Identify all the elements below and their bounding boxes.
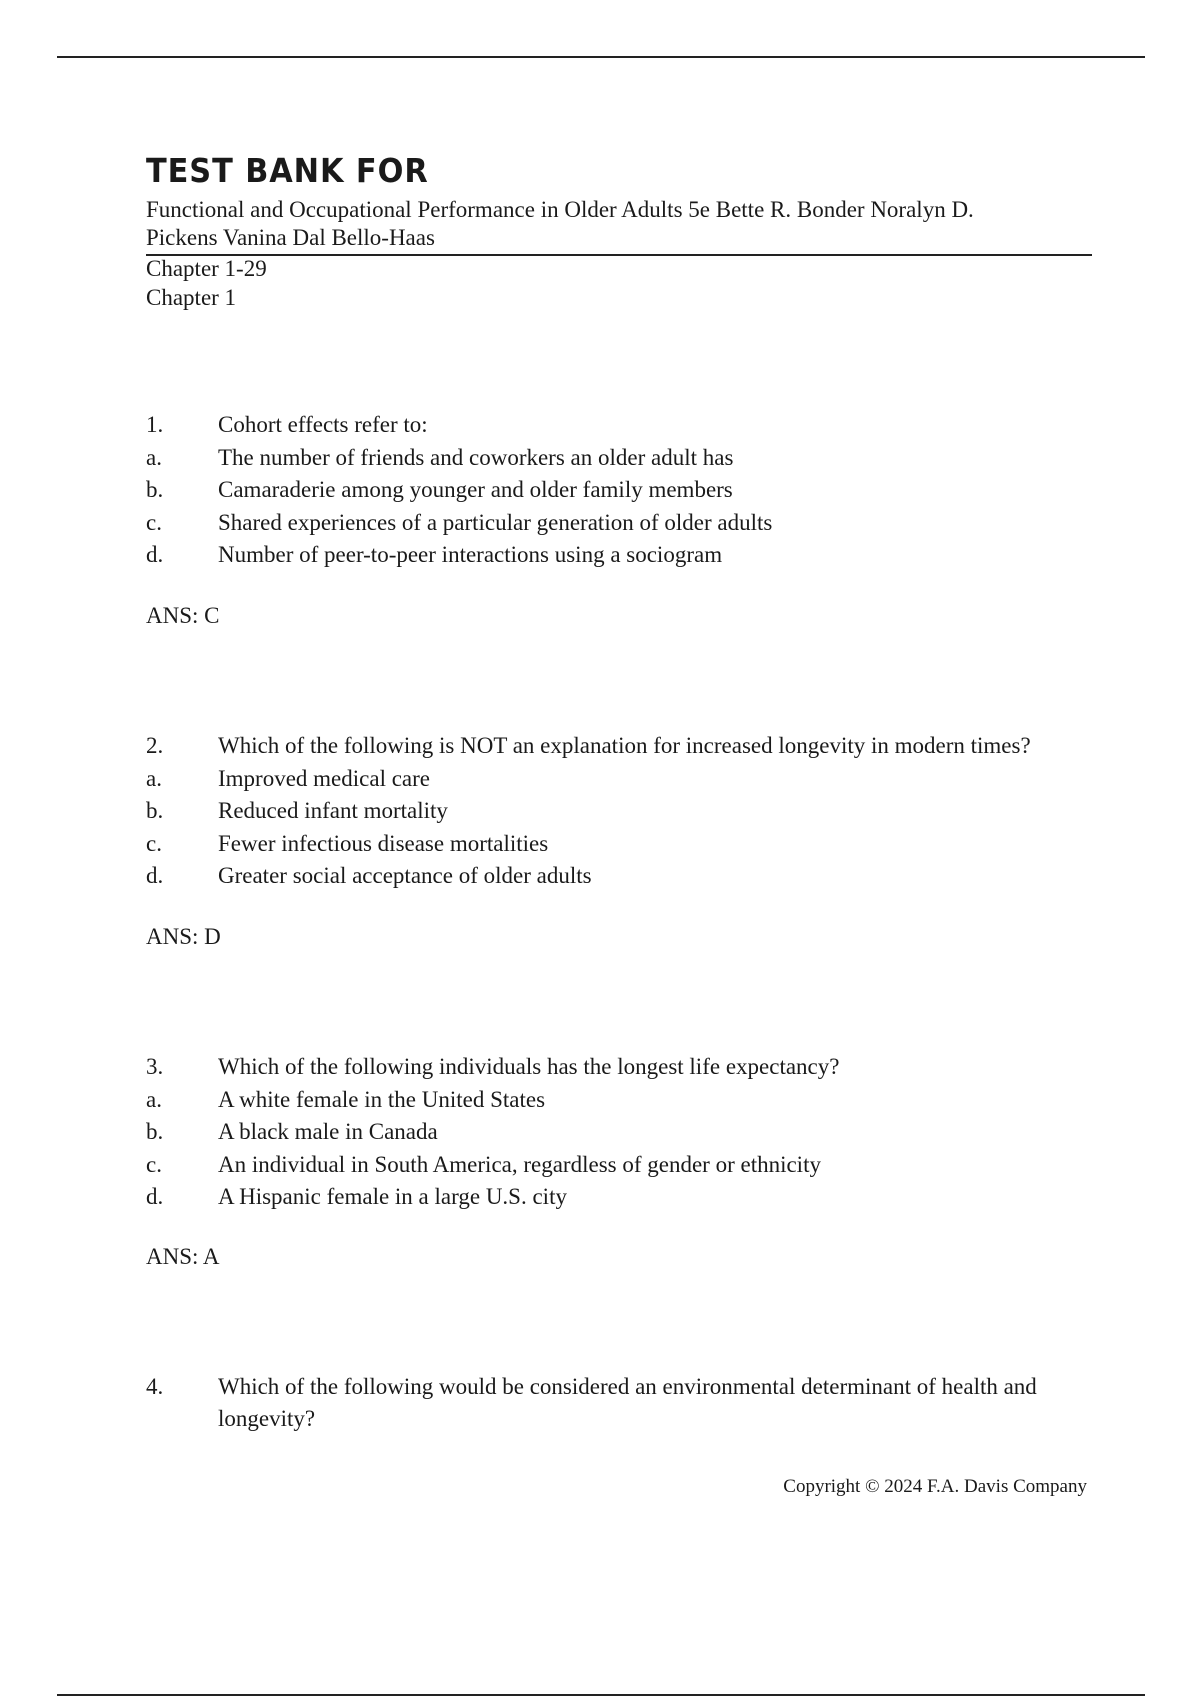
chapter-range: Chapter 1-29 <box>146 256 267 281</box>
option-letter: c. <box>146 830 162 856</box>
question-3 <box>146 1051 1096 1214</box>
option-letter: b. <box>146 477 164 502</box>
option-b <box>146 1116 1096 1149</box>
option-text: Reduced infant mortality <box>218 798 448 823</box>
option-letter: b. <box>146 1119 164 1144</box>
question-stem <box>146 1051 1096 1084</box>
option-letter: a. <box>146 765 162 791</box>
option-a <box>146 763 1096 796</box>
document-subtitle: Functional and Occupational Performance in Older Adults 5e Bette R. Bonder Noralyn D. Pickens Vanina Dal Bello-Haas <box>146 197 974 250</box>
option-text: The number of friends and coworkers an older adult has <box>218 444 734 470</box>
page-bottom-rule <box>57 1694 1145 1696</box>
question-number: 3. <box>146 1054 164 1079</box>
question-1 <box>146 409 1096 572</box>
option-letter: c. <box>146 1151 162 1177</box>
question-stem <box>146 409 1096 442</box>
option-letter: d. <box>146 542 164 567</box>
chapter-heading: Chapter 1 <box>146 285 237 310</box>
option-d <box>146 860 1096 893</box>
option-text: Fewer infectious disease mortalities <box>218 830 549 856</box>
answer-2: ANS: D <box>146 924 221 949</box>
question-stem <box>146 1371 1096 1435</box>
option-text: A white female in the United States <box>218 1086 546 1112</box>
question-text: Which of the following would be considered an environmental determinant of health and longevity? <box>218 1374 1037 1431</box>
option-text: Number of peer-to-peer interactions using a sociogram <box>218 542 723 567</box>
option-letter: b. <box>146 798 164 823</box>
question-text: Which of the following individuals has the longest life expectancy? <box>218 1054 840 1079</box>
option-text: An individual in South America, regardless of gender or ethnicity <box>218 1151 821 1177</box>
option-c <box>146 507 1096 540</box>
header-divider <box>146 254 1092 256</box>
option-d <box>146 539 1096 572</box>
option-text: A black male in Canada <box>218 1119 438 1144</box>
option-text: Camaraderie among younger and older family members <box>218 477 733 502</box>
page-top-rule <box>57 56 1145 58</box>
question-text: Cohort effects refer to: <box>218 412 428 437</box>
question-text: Which of the following is NOT an explanation for increased longevity in modern times? <box>218 733 1031 758</box>
option-letter: a. <box>146 444 162 470</box>
question-number: 1. <box>146 412 164 437</box>
question-number: 4. <box>146 1374 164 1399</box>
option-letter: a. <box>146 1086 162 1112</box>
option-text: Shared experiences of a particular generation of older adults <box>218 509 773 535</box>
option-a <box>146 442 1096 475</box>
option-text: A Hispanic female in a large U.S. city <box>218 1184 567 1209</box>
option-c <box>146 828 1096 861</box>
question-2 <box>146 730 1096 893</box>
question-number: 2. <box>146 733 164 758</box>
option-letter: d. <box>146 1184 164 1209</box>
option-text: Greater social acceptance of older adults <box>218 863 592 888</box>
answer-3: ANS: A <box>146 1244 220 1269</box>
question-stem <box>146 730 1096 763</box>
option-a <box>146 1084 1096 1117</box>
option-letter: d. <box>146 863 164 888</box>
option-letter: c. <box>146 509 162 535</box>
question-4 <box>146 1371 1096 1435</box>
option-b <box>146 795 1096 828</box>
option-b <box>146 474 1096 507</box>
option-d <box>146 1181 1096 1214</box>
option-text: Improved medical care <box>218 765 430 791</box>
copyright-footer: Copyright © 2024 F.A. Davis Company <box>783 1476 1087 1497</box>
document-title: TEST BANK FOR <box>146 151 429 190</box>
answer-1: ANS: C <box>146 603 220 628</box>
option-c <box>146 1149 1096 1182</box>
